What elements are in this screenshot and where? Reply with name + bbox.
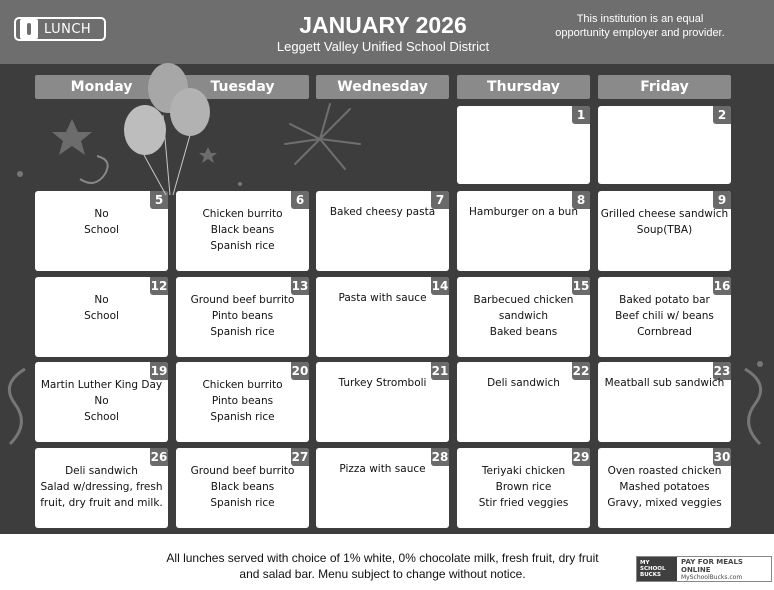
calendar-day-cell bbox=[457, 106, 590, 184]
day-number-badge: 29 bbox=[572, 450, 590, 464]
day-number-badge: 12 bbox=[150, 279, 168, 293]
weekday-header-thursday: Thursday bbox=[457, 75, 590, 99]
menu-item: Beef chili w/ beans bbox=[615, 310, 714, 322]
calendar-day-cell bbox=[457, 448, 590, 528]
menu-items bbox=[459, 204, 588, 220]
menu-item: Deli sandwich bbox=[487, 377, 560, 389]
menu-item: No bbox=[94, 395, 109, 407]
utensil-icon bbox=[20, 19, 38, 39]
menu-item: Pizza with sauce bbox=[339, 463, 426, 475]
menu-items bbox=[178, 206, 307, 254]
menu-item: Chicken burrito bbox=[202, 379, 283, 391]
day-number-badge: 20 bbox=[291, 364, 309, 378]
day-number-badge: 26 bbox=[150, 450, 168, 464]
menu-item: Cornbread bbox=[637, 326, 692, 338]
day-number-badge: 21 bbox=[431, 364, 449, 378]
menu-item: Grilled cheese sandwich bbox=[600, 208, 729, 220]
menu-items bbox=[600, 463, 729, 511]
day-number-badge: 23 bbox=[713, 364, 731, 378]
menu-items bbox=[37, 377, 166, 425]
calendar-day-cell bbox=[598, 448, 731, 528]
calendar-day-cell bbox=[35, 362, 168, 442]
menu-item: School bbox=[84, 224, 119, 236]
calendar-day-cell bbox=[316, 362, 449, 442]
menu-item: Hamburger on a bun bbox=[469, 206, 578, 218]
streamer-decoration bbox=[9, 369, 25, 444]
menu-item: Teriyaki chicken bbox=[481, 465, 566, 477]
pay-online-label: PAY FOR MEALS ONLINE bbox=[681, 557, 743, 574]
menu-item: Deli sandwich bbox=[65, 465, 138, 477]
calendar-day-cell bbox=[598, 106, 731, 184]
weekday-header-monday: Monday bbox=[35, 75, 168, 99]
day-number-badge: 8 bbox=[572, 191, 590, 209]
calendar-day-cell bbox=[457, 277, 590, 357]
menu-item: Spanish rice bbox=[210, 240, 275, 252]
streamer-decoration bbox=[80, 156, 108, 183]
menu-item: Oven roasted chicken bbox=[607, 465, 722, 477]
menu-items bbox=[178, 463, 307, 511]
menu-item: Pinto beans bbox=[211, 310, 274, 322]
day-number-badge: 27 bbox=[291, 450, 309, 464]
weekday-header-tuesday: Tuesday bbox=[176, 75, 309, 99]
menu-items bbox=[318, 375, 447, 391]
day-number-badge: 28 bbox=[431, 450, 449, 464]
menu-item: Spanish rice bbox=[210, 326, 275, 338]
menu-item: Ground beef burrito bbox=[190, 294, 295, 306]
menu-item: Pasta with sauce bbox=[338, 292, 427, 304]
balloons-decoration bbox=[118, 60, 218, 200]
menu-item: Spanish rice bbox=[210, 411, 275, 423]
menu-items bbox=[459, 463, 588, 511]
equal-opportunity-notice: This institution is an equal opportunity employer and provider. bbox=[555, 13, 725, 39]
page-title: JANUARY 2026 bbox=[299, 12, 467, 38]
menu-items bbox=[318, 290, 447, 306]
menu-items bbox=[178, 292, 307, 340]
menu-item: sandwich bbox=[498, 310, 549, 322]
menu-item: Pinto beans bbox=[211, 395, 274, 407]
menu-items bbox=[459, 375, 588, 391]
myschoolbucks-url[interactable]: MySchoolBucks.com bbox=[681, 573, 743, 581]
calendar-day-cell bbox=[598, 191, 731, 271]
header-banner bbox=[0, 0, 774, 64]
menu-item: Ground beef burrito bbox=[190, 465, 295, 477]
menu-item: No bbox=[94, 208, 109, 220]
day-number-badge: 19 bbox=[150, 364, 168, 378]
district-name: Leggett Valley Unified School District bbox=[276, 39, 490, 54]
day-number-badge: 5 bbox=[150, 191, 168, 209]
menu-item: Barbecued chicken bbox=[473, 294, 574, 306]
weekday-header-wednesday: Wednesday bbox=[316, 75, 449, 99]
menu-item: fruit, dry fruit and milk. bbox=[40, 497, 163, 509]
day-number-badge: 22 bbox=[572, 364, 590, 378]
calendar-day-cell bbox=[35, 448, 168, 528]
menu-items bbox=[37, 292, 166, 324]
day-number-badge: 2 bbox=[713, 106, 731, 124]
calendar-day-cell bbox=[598, 362, 731, 442]
menu-item: Brown rice bbox=[495, 481, 552, 493]
calendar-day-cell bbox=[176, 191, 309, 271]
calendar-day-cell bbox=[598, 277, 731, 357]
menu-item: Salad w/dressing, fresh bbox=[40, 481, 163, 493]
myschoolbucks-logo: MY SCHOOL BUCKS bbox=[637, 557, 677, 581]
menu-item: School bbox=[84, 411, 119, 423]
calendar-day-cell bbox=[176, 448, 309, 528]
balloon-icon bbox=[170, 88, 210, 136]
menu-item: No bbox=[94, 294, 109, 306]
menu-items bbox=[37, 463, 166, 511]
menu-item: School bbox=[84, 310, 119, 322]
menu-item: Black beans bbox=[210, 481, 275, 493]
menu-item: Baked beans bbox=[489, 326, 558, 338]
menu-items bbox=[600, 375, 729, 391]
day-number-badge: 13 bbox=[291, 279, 309, 293]
menu-items bbox=[318, 461, 447, 477]
day-number-badge: 6 bbox=[291, 191, 309, 209]
calendar-day-cell bbox=[35, 277, 168, 357]
footer-note: All lunches served with choice of 1% white, 0% chocolate milk, fresh fruit, dry fruit and salad bar. Menu subject to change without notice. bbox=[166, 551, 599, 581]
day-number-badge: 9 bbox=[713, 191, 731, 209]
balloon-icon bbox=[124, 105, 166, 155]
menu-item: Chicken burrito bbox=[202, 208, 283, 220]
menu-items bbox=[37, 206, 166, 238]
calendar-day-cell bbox=[457, 362, 590, 442]
weekday-header-friday: Friday bbox=[598, 75, 731, 99]
menu-items bbox=[600, 292, 729, 340]
menu-item: Meatball sub sandwich bbox=[604, 377, 725, 389]
calendar-day-cell bbox=[316, 448, 449, 528]
menu-item: Baked potato bar bbox=[619, 294, 710, 306]
day-number-badge: 14 bbox=[431, 279, 449, 293]
calendar-day-cell bbox=[176, 362, 309, 442]
star-decoration bbox=[52, 119, 92, 155]
day-number-badge: 1 bbox=[572, 106, 590, 124]
menu-items bbox=[459, 292, 588, 340]
day-number-badge: 7 bbox=[431, 191, 449, 209]
lunch-logo bbox=[14, 17, 106, 41]
menu-items bbox=[178, 377, 307, 425]
calendar-day-cell bbox=[316, 277, 449, 357]
day-number-badge: 30 bbox=[713, 450, 731, 464]
menu-item: Turkey Stromboli bbox=[338, 377, 427, 389]
myschoolbucks-badge[interactable] bbox=[636, 556, 772, 582]
calendar-day-cell bbox=[35, 191, 168, 271]
menu-item: Mashed potatoes bbox=[619, 481, 710, 493]
menu-item: Baked cheesy pasta bbox=[329, 206, 436, 218]
menu-item: Spanish rice bbox=[210, 497, 275, 509]
calendar-day-cell bbox=[457, 191, 590, 271]
day-number-badge: 16 bbox=[713, 279, 731, 293]
menu-item: Gravy, mixed veggies bbox=[607, 497, 722, 509]
firework-burst bbox=[285, 104, 360, 169]
streamer-decoration bbox=[745, 369, 761, 444]
day-number-badge: 15 bbox=[572, 279, 590, 293]
menu-item: Stir fried veggies bbox=[478, 497, 569, 509]
menu-item: Soup(TBA) bbox=[636, 224, 693, 236]
menu-items bbox=[600, 206, 729, 238]
logo-label: LUNCH bbox=[44, 21, 92, 37]
calendar-day-cell bbox=[176, 277, 309, 357]
menu-item: Black beans bbox=[210, 224, 275, 236]
menu-item: Martin Luther King Day bbox=[40, 379, 163, 391]
calendar-day-cell bbox=[316, 191, 449, 271]
menu-items bbox=[318, 204, 447, 220]
